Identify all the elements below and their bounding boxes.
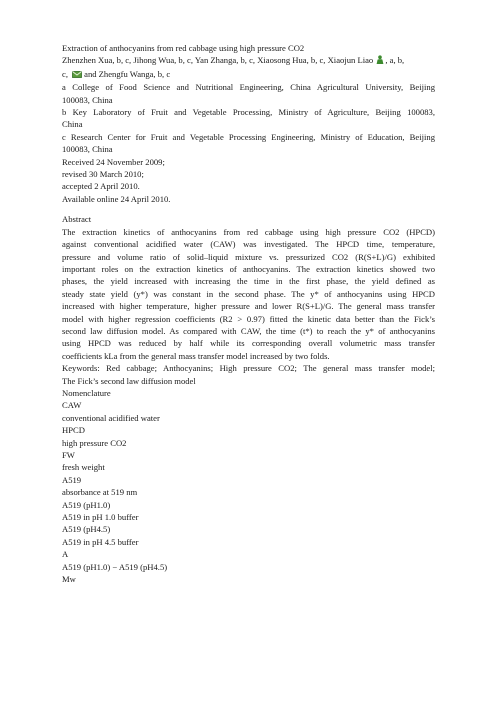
abstract-line: phases, the yield increased with increasing the time in the first phase, the yield defined as [62,276,435,287]
paper-page [62,42,435,585]
paper-title: Extraction of anthocyanins from red cabbage using high pressure CO2 [62,43,305,53]
nomenclature [62,387,435,586]
article-history [62,156,435,206]
nomenclature-term: FW [62,450,75,460]
envelope-icon[interactable] [72,69,82,81]
abstract-heading: Abstract [62,214,92,225]
history-online: Available online 24 April 2010. [62,193,171,204]
affiliation-line: b Key Laboratory of Fruit and Vegetable Processing, Ministry of Agriculture, Beijing 100083, [62,107,435,118]
abstract-line: second law diffusion model. As compared with CAW, the time (t*) to reach the y* of anthocyanins [62,325,435,336]
author-line-2 [62,68,435,81]
affiliation-line: China [62,119,83,130]
nomenclature-term: A519 (pH4.5) [62,524,111,535]
nomenclature-term: A519 [62,474,82,485]
nomenclature-definition: high pressure CO2 [62,437,127,448]
author-affil-marks: , a, b, [385,55,405,66]
affiliation-line: 100083, China [62,144,113,155]
affiliation-c [62,131,435,156]
keywords-line: The Fick’s second law diffusion model [62,375,196,386]
abstract-line: coefficients kLa from the general mass transfer model increased by two folds. [62,350,330,361]
nomenclature-definition: conventional acidified water [62,412,160,423]
author-list: Zhenzhen Xua, b, c, Jihong Wua, b, c, Yan Zhanga, b, c, Xiaosong Hua, b, c, Xiaojun Liao [62,55,374,66]
abstract-line: using HPCD was reduced by half while its corresponding overall volumetric mass transfer [62,338,435,349]
affiliation-line: 100083, China [62,94,113,105]
author-line-1 [62,54,435,67]
abstract-line: steady state yield (y*) was constant in the second phase. The y* of anthocyanins using HPCD [62,288,435,299]
abstract-line: important roles on the extraction kinetics of anthocyanins. The extraction kinetics showed two [62,263,435,274]
nomenclature-definition: A519 in pH 1.0 buffer [62,512,139,523]
affiliation-line: a College of Food Science and Nutritional Engineering, China Agricultural University, Beijing [62,82,435,93]
affiliation-b [62,106,435,131]
abstract-line: model with higher regression coefficients (R2 > 0.97) fitted the kinetic data better than the Fick’s [62,313,435,324]
author-last: and Zhengfu Wanga, b, c [84,68,171,79]
nomenclature-term: Mw [62,574,76,585]
nomenclature-definition: fresh weight [62,462,105,473]
person-icon[interactable] [376,55,384,67]
nomenclature-term: A [62,549,69,560]
history-revised: revised 30 March 2010; [62,169,144,180]
abstract-line: The extraction kinetics of anthocyanins from red cabbage using high pressure CO2 (HPCD) [62,226,435,237]
abstract-line: against conventional acidified water (CAW) was investigated. The HPCD time, temperature, [62,239,435,250]
nomenclature-term: HPCD [62,425,85,436]
author-affil-marks-cont: c, [62,68,68,79]
abstract-line: increased with higher temperature, higher pressure and lower R(S+L)/G. The general mass transfer [62,301,435,312]
history-accepted: accepted 2 April 2010. [62,181,140,192]
history-received: Received 24 November 2009; [62,156,165,167]
affiliation-line: c Research Center for Fruit and Vegetable Processing Engineering, Ministry of Education, Beijing [62,131,435,142]
keywords-line: Keywords: Red cabbage; Anthocyanins; High pressure CO2; The general mass transfer model; [62,363,435,374]
nomenclature-definition: A519 in pH 4.5 buffer [62,536,139,547]
nomenclature-definition: absorbance at 519 nm [62,487,138,498]
nomenclature-definition: A519 (pH1.0) − A519 (pH4.5) [62,561,168,572]
nomenclature-heading: Nomenclature [62,387,111,398]
abstract-body [62,226,435,362]
nomenclature-term: CAW [62,400,82,411]
abstract-line: pressure and volume ratio of solid–liquid mixture vs. pressurized CO2 (R(S+L)/G) exhibited [62,251,435,262]
keywords [62,362,435,387]
nomenclature-term: A519 (pH1.0) [62,499,111,510]
affiliation-a [62,81,435,106]
